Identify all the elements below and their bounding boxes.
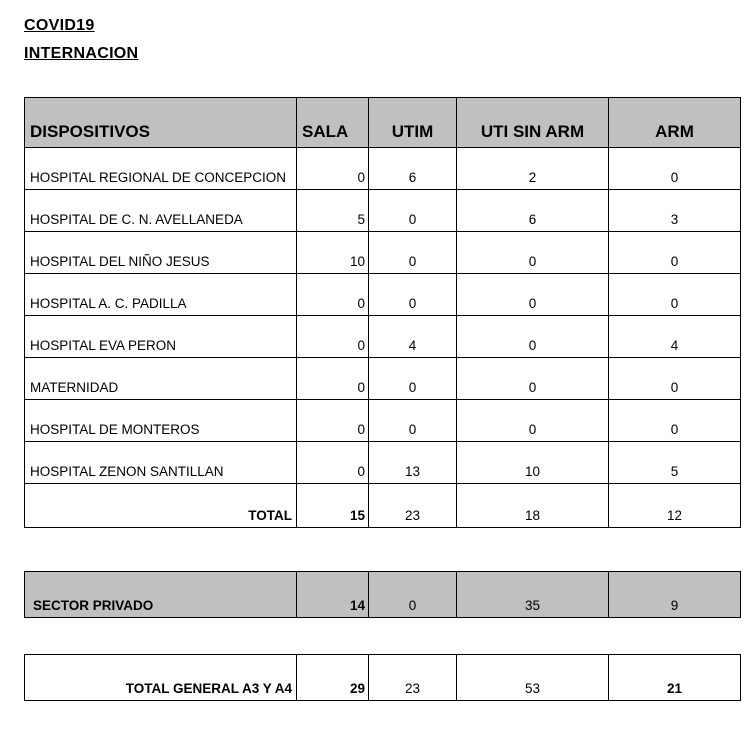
utim-value: 0 xyxy=(369,274,457,316)
hospital-name: HOSPITAL DE MONTEROS xyxy=(25,400,297,442)
table-row xyxy=(25,442,741,484)
private-sala: 14 xyxy=(297,572,369,618)
total-utim: 23 xyxy=(369,484,457,528)
sala-value: 0 xyxy=(297,442,369,484)
header-sala: SALA xyxy=(297,98,369,148)
arm-value: 0 xyxy=(609,274,741,316)
total-arm: 12 xyxy=(609,484,741,528)
uti-sin-arm-value: 10 xyxy=(457,442,609,484)
grand-total-utim: 23 xyxy=(369,655,457,701)
uti-sin-arm-value: 0 xyxy=(457,316,609,358)
total-uti: 18 xyxy=(457,484,609,528)
private-sector-row xyxy=(25,572,741,618)
grand-total-arm: 21 xyxy=(609,655,741,701)
grand-total-table xyxy=(24,654,741,701)
private-sector-table xyxy=(24,571,741,618)
uti-sin-arm-value: 2 xyxy=(457,148,609,190)
private-uti: 35 xyxy=(457,572,609,618)
hospital-name: HOSPITAL ZENON SANTILLAN xyxy=(25,442,297,484)
table-row xyxy=(25,274,741,316)
utim-value: 4 xyxy=(369,316,457,358)
sala-value: 10 xyxy=(297,232,369,274)
private-sector-label: SECTOR PRIVADO xyxy=(25,572,297,618)
document-title: COVID19 xyxy=(24,17,95,34)
table-row xyxy=(25,316,741,358)
utim-value: 0 xyxy=(369,232,457,274)
utim-value: 0 xyxy=(369,190,457,232)
utim-value: 0 xyxy=(369,358,457,400)
arm-value: 0 xyxy=(609,400,741,442)
utim-value: 0 xyxy=(369,400,457,442)
utim-value: 6 xyxy=(369,148,457,190)
sala-value: 0 xyxy=(297,316,369,358)
private-arm: 9 xyxy=(609,572,741,618)
arm-value: 0 xyxy=(609,148,741,190)
table-row xyxy=(25,400,741,442)
total-sala: 15 xyxy=(297,484,369,528)
header-dispositivos: DISPOSITIVOS xyxy=(25,98,297,148)
hospital-name: HOSPITAL DEL NIÑO JESUS xyxy=(25,232,297,274)
document-subtitle: INTERNACION xyxy=(24,45,139,62)
total-row xyxy=(25,484,741,528)
table-row xyxy=(25,148,741,190)
grand-total-label: TOTAL GENERAL A3 Y A4 xyxy=(25,655,297,701)
hospital-name: HOSPITAL REGIONAL DE CONCEPCION xyxy=(25,148,297,190)
uti-sin-arm-value: 0 xyxy=(457,400,609,442)
arm-value: 0 xyxy=(609,358,741,400)
sala-value: 0 xyxy=(297,358,369,400)
uti-sin-arm-value: 0 xyxy=(457,358,609,400)
grand-total-sala: 29 xyxy=(297,655,369,701)
arm-value: 5 xyxy=(609,442,741,484)
hospital-name: HOSPITAL EVA PERON xyxy=(25,316,297,358)
grand-total-uti: 53 xyxy=(457,655,609,701)
hospital-name: HOSPITAL DE C. N. AVELLANEDA xyxy=(25,190,297,232)
hospital-name: MATERNIDAD xyxy=(25,358,297,400)
total-label: TOTAL xyxy=(25,484,297,528)
utim-value: 13 xyxy=(369,442,457,484)
table-row xyxy=(25,358,741,400)
uti-sin-arm-value: 6 xyxy=(457,190,609,232)
grand-total-row xyxy=(25,655,741,701)
sala-value: 5 xyxy=(297,190,369,232)
table-row xyxy=(25,190,741,232)
header-uti-sin-arm: UTI SIN ARM xyxy=(457,98,609,148)
hospital-name: HOSPITAL A. C. PADILLA xyxy=(25,274,297,316)
table-header-row xyxy=(25,98,741,148)
internacion-table xyxy=(24,97,741,528)
arm-value: 0 xyxy=(609,232,741,274)
sala-value: 0 xyxy=(297,274,369,316)
sala-value: 0 xyxy=(297,148,369,190)
table-row xyxy=(25,232,741,274)
uti-sin-arm-value: 0 xyxy=(457,274,609,316)
sala-value: 0 xyxy=(297,400,369,442)
arm-value: 4 xyxy=(609,316,741,358)
uti-sin-arm-value: 0 xyxy=(457,232,609,274)
arm-value: 3 xyxy=(609,190,741,232)
header-utim: UTIM xyxy=(369,98,457,148)
header-arm: ARM xyxy=(609,98,741,148)
private-utim: 0 xyxy=(369,572,457,618)
